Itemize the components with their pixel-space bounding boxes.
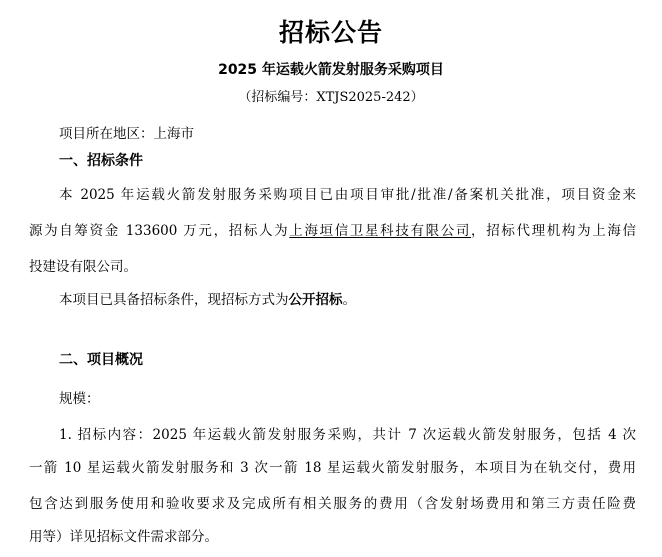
- tender-method-text-a: 本项目已具备招标条件，现招标方式为: [59, 292, 289, 308]
- scale-label: 规模：: [59, 391, 100, 407]
- section-heading-conditions: 一、招标条件: [59, 153, 143, 169]
- tender-method-para: [59, 290, 356, 310]
- conditions-para-line-3: 投建设有限公司。: [29, 259, 137, 275]
- conditions-text-b: ，招标代理机构为上海信: [471, 223, 636, 239]
- conditions-para-line-2: [29, 221, 636, 241]
- page-title: 招标公告: [278, 18, 383, 47]
- location-value: 上海市: [153, 126, 194, 142]
- conditions-para-line-1: 本 2025 年运载火箭发射服务采购项目已由项目审批/批准/备案机关批准，项目资金来: [59, 187, 636, 203]
- tender-method-value: 公开招标: [288, 292, 343, 308]
- project-location: [59, 124, 194, 144]
- project-subtitle: 2025 年运载火箭发射服务采购项目: [218, 62, 444, 78]
- tender-method-text-b: 。: [342, 292, 356, 308]
- section-heading-overview: 二、项目概况: [59, 352, 143, 368]
- location-label: 项目所在地区：: [59, 126, 154, 142]
- conditions-text-a: 源为自筹资金 133600 万元，招标人为: [29, 223, 290, 239]
- tender-code: （招标编号：XTJS2025-242）: [238, 90, 424, 105]
- scope-item-line-3: 包含达到服务使用和验收要求及完成所有相关服务的费用（含发射场费用和第三方责任险费: [29, 496, 636, 512]
- tenderer-link[interactable]: 上海垣信卫星科技有限公司: [289, 223, 472, 239]
- scope-item-line-4: 用等）详见招标文件需求部分。: [29, 529, 218, 545]
- scope-item-line-1: 1. 招标内容：2025 年运载火箭发射服务采购，共计 7 次运载火箭发射服务，包括 4 次: [59, 427, 636, 443]
- scope-item-line-2: 一箭 10 星运载火箭发射服务和 3 次一箭 18 星运载火箭发射服务，本项目为在轨交付，费用: [29, 460, 636, 476]
